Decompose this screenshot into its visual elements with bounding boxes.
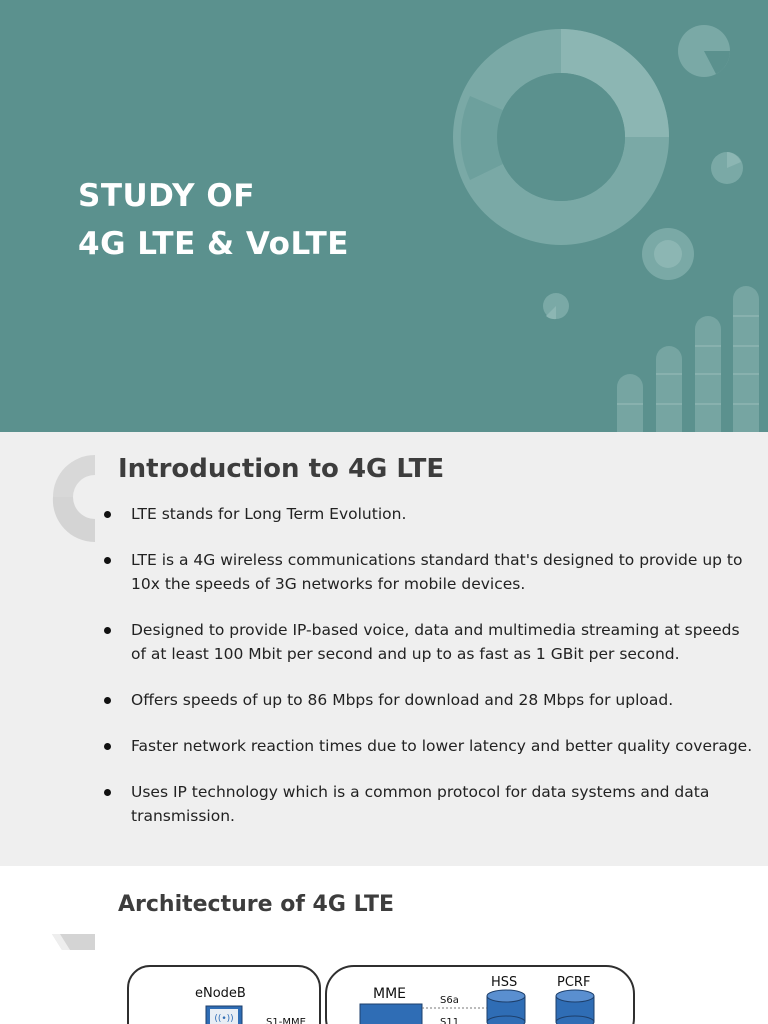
hss-label: HSS xyxy=(491,975,518,990)
bullet-text: Faster network reaction times due to lower latency and better quality coverage. xyxy=(131,737,753,755)
list-item xyxy=(104,688,754,712)
list-item xyxy=(104,548,754,596)
concentric-inner xyxy=(654,240,682,268)
list-item xyxy=(104,502,754,526)
list-item xyxy=(104,618,754,666)
title-line-2: 4G LTE & VoLTE xyxy=(78,226,349,262)
architecture-heading: Architecture of 4G LTE xyxy=(118,892,394,917)
slide-title xyxy=(78,172,349,268)
bar-4 xyxy=(733,286,759,432)
enodeb-label: eNodeB xyxy=(195,986,246,1001)
s11-label: S11 xyxy=(440,1017,460,1024)
bullet-dot xyxy=(104,557,111,564)
bullet-text: Offers speeds of up to 86 Mbps for download and 28 Mbps for upload. xyxy=(131,691,674,709)
list-item xyxy=(104,734,754,758)
list-item xyxy=(104,780,754,828)
mme-box xyxy=(360,1004,422,1024)
intro-slide xyxy=(0,432,768,866)
bullet-dot xyxy=(104,627,111,634)
intro-heading: Introduction to 4G LTE xyxy=(118,454,445,484)
bar-2 xyxy=(656,346,682,432)
mme-label: MME xyxy=(373,986,407,1002)
bullet-dot xyxy=(104,789,111,796)
bullet-dot xyxy=(104,511,111,518)
bullet-text: LTE stands for Long Term Evolution. xyxy=(131,505,407,523)
donut-hole xyxy=(497,73,625,201)
pcrf-label: PCRF xyxy=(557,975,591,990)
svg-text:((•)): ((•)) xyxy=(214,1014,234,1024)
s6a-label: S6a xyxy=(440,995,459,1006)
pcrf-cylinder xyxy=(556,990,594,1024)
bullet-text: Designed to provide IP-based voice, data and multimedia streaming at speeds of at least 100 Mbit per second and up to as fast as 1 GBit per second. xyxy=(131,621,740,663)
bullet-text: Uses IP technology which is a common protocol for data systems and data transmission. xyxy=(131,783,710,825)
hss-cylinder xyxy=(487,990,525,1024)
bullet-dot xyxy=(104,697,111,704)
intro-bullet-list xyxy=(104,502,754,828)
bullet-dot xyxy=(104,743,111,750)
title-slide xyxy=(0,0,768,432)
quarter-circle-decoration xyxy=(0,432,120,552)
architecture-slide xyxy=(0,866,768,1024)
bar-1 xyxy=(617,374,643,432)
title-line-1: STUDY OF xyxy=(78,178,255,214)
bullet-text: LTE is a 4G wireless communications standard that's designed to provide up to 10x the speeds of 3G networks for mobile devices. xyxy=(131,551,743,593)
s1-mme-label: S1-MME xyxy=(266,1017,306,1024)
